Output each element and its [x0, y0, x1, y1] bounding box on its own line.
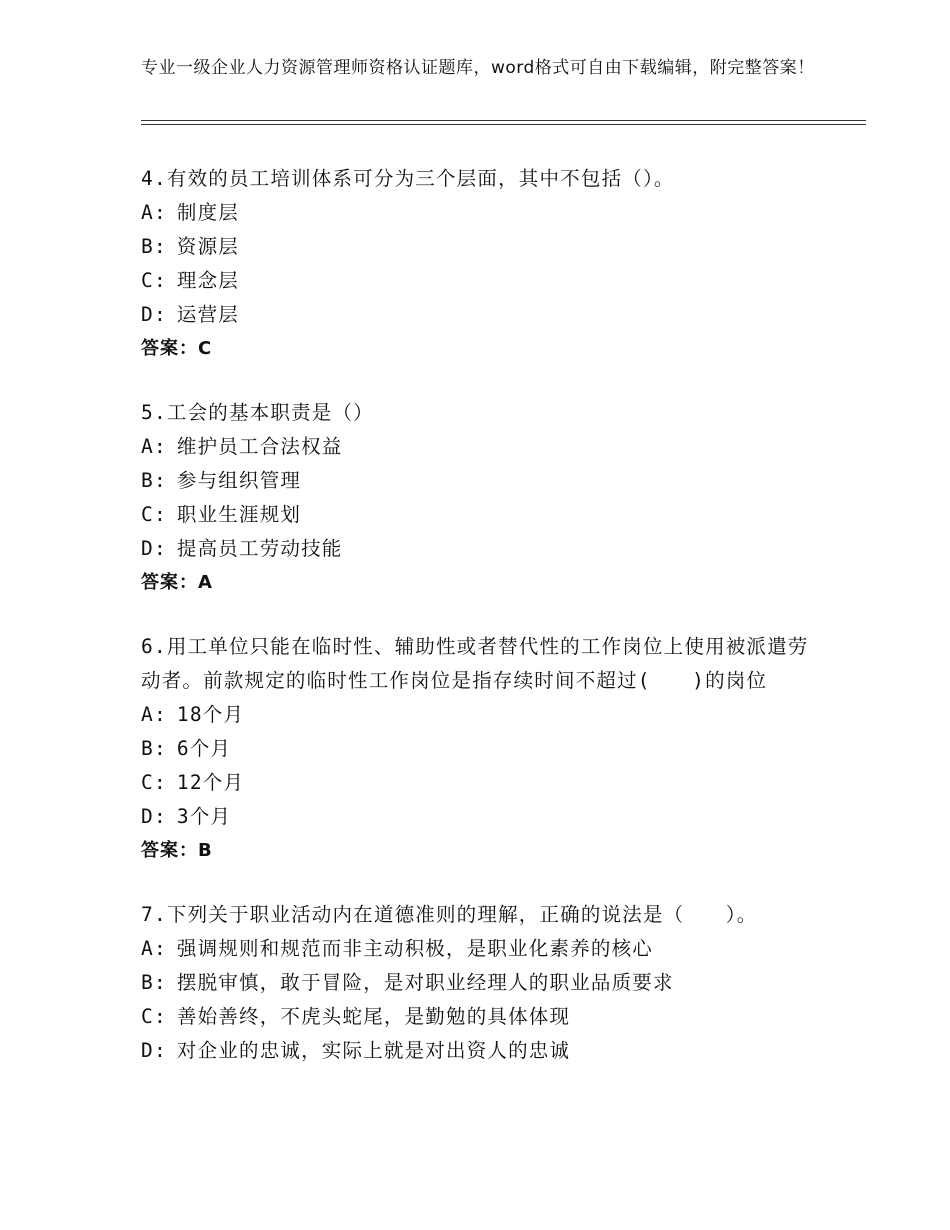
- option-letter: C:: [141, 503, 167, 526]
- option-d: [141, 800, 821, 834]
- option-d: [141, 298, 821, 332]
- question-item: [141, 630, 821, 868]
- option-letter: A:: [141, 201, 167, 224]
- option-letter: C:: [141, 1005, 167, 1028]
- option-letter: D:: [141, 1039, 167, 1062]
- answer-line: [141, 332, 821, 366]
- option-letter: B:: [141, 469, 167, 492]
- header-divider-bottom: [141, 124, 866, 125]
- answer-value: C: [198, 338, 212, 359]
- option-letter: B:: [141, 235, 167, 258]
- option-b: [141, 732, 821, 766]
- option-text: 制度层: [176, 201, 239, 224]
- option-a: [141, 196, 821, 230]
- document-header: 专业一级企业人力资源管理师资格认证题库，word格式可自由下载编辑，附完整答案！: [141, 58, 815, 78]
- answer-value: B: [198, 840, 212, 861]
- option-letter: A:: [141, 435, 167, 458]
- answer-label: 答案：: [141, 572, 198, 593]
- option-b: [141, 464, 821, 498]
- option-letter: C:: [141, 771, 167, 794]
- option-c: [141, 766, 821, 800]
- option-text: 职业生涯规划: [176, 503, 302, 526]
- option-text: 提高员工劳动技能: [176, 537, 343, 560]
- question-text: 7.下列关于职业活动内在道德准则的理解，正确的说法是（ ）。: [141, 903, 758, 926]
- option-c: [141, 264, 821, 298]
- option-text: 12个月: [176, 771, 245, 794]
- option-text: 3个月: [176, 805, 232, 828]
- question-item: [141, 396, 821, 600]
- option-b: [141, 230, 821, 264]
- option-a: [141, 698, 821, 732]
- question-item: [141, 898, 821, 1068]
- option-text: 6个月: [176, 737, 232, 760]
- option-letter: D:: [141, 537, 167, 560]
- header-divider-top: [141, 120, 866, 121]
- answer-line: [141, 566, 821, 600]
- option-a: [141, 932, 821, 966]
- option-text: 18个月: [176, 703, 245, 726]
- option-d: [141, 1034, 821, 1068]
- answer-line: [141, 834, 821, 868]
- option-letter: B:: [141, 737, 167, 760]
- option-text: 运营层: [176, 303, 239, 326]
- answer-value: A: [198, 572, 212, 593]
- question-text: 5.工会的基本职责是（）: [141, 401, 374, 424]
- option-text: 对企业的忠诚，实际上就是对出资人的忠诚: [176, 1039, 571, 1062]
- option-letter: D:: [141, 805, 167, 828]
- option-text: 参与组织管理: [176, 469, 302, 492]
- question-text: 6.用工单位只能在临时性、辅助性或者替代性的工作岗位上使用被派遣劳动者。前款规定的临时性工作岗位是指存续时间不超过( )的岗位: [141, 635, 809, 692]
- question-item: [141, 162, 821, 366]
- option-b: [141, 966, 821, 1000]
- option-text: 理念层: [176, 269, 239, 292]
- option-text: 资源层: [176, 235, 239, 258]
- answer-label: 答案：: [141, 840, 198, 861]
- option-d: [141, 532, 821, 566]
- option-text: 善始善终，不虎头蛇尾，是勤勉的具体体现: [176, 1005, 571, 1028]
- question-list: [141, 162, 821, 1098]
- option-text: 强调规则和规范而非主动积极，是职业化素养的核心: [176, 937, 653, 960]
- option-a: [141, 430, 821, 464]
- option-letter: A:: [141, 703, 167, 726]
- option-letter: A:: [141, 937, 167, 960]
- question-text: 4.有效的员工培训体系可分为三个层面，其中不包括（）。: [141, 167, 675, 190]
- option-c: [141, 1000, 821, 1034]
- option-c: [141, 498, 821, 532]
- option-letter: B:: [141, 971, 167, 994]
- option-text: 摆脱审慎，敢于冒险，是对职业经理人的职业品质要求: [176, 971, 674, 994]
- option-letter: C:: [141, 269, 167, 292]
- option-text: 维护员工合法权益: [176, 435, 343, 458]
- option-letter: D:: [141, 303, 167, 326]
- answer-label: 答案：: [141, 338, 198, 359]
